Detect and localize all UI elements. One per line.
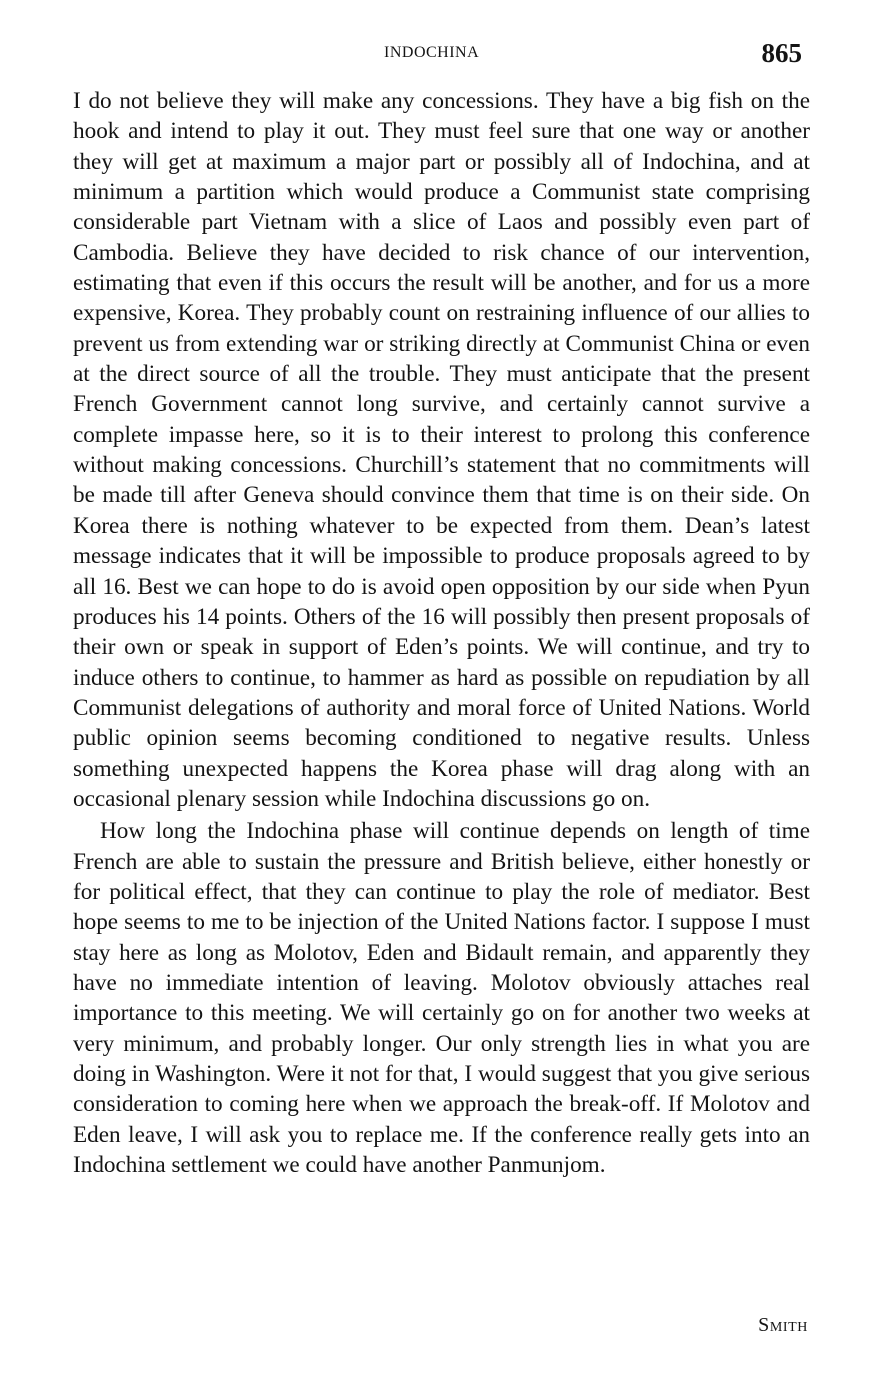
- page-number: 865: [761, 38, 802, 68]
- signature: Smith: [758, 1314, 808, 1336]
- body-paragraph-1: I do not believe they will make any concessions. They have a big fish on the hook and intend to play it out. They must feel sure that one way or another they will get at maximum a major part or possibly all of Indochina, and at minimum a partition which would produce a Communist state comprising considerable part Vietnam with a slice of Laos and possibly even part of Cambodia. Believe they have decided to risk chance of our intervention, estimating that even if this occurs the result will be another, and for us a more expensive, Korea. They probably count on restraining influence of our allies to prevent us from extending war or striking directly at Communist China or even at the direct source of all the trouble. They must anticipate that the present French Government cannot long survive, and certainly cannot survive a complete impasse here, so it is to their interest to prolong this conference without making concessions. Churchill’s statement that no commitments will be made till after Geneva should convince them that time is on their side. On Korea there is nothing whatever to be expected from them. Dean’s latest message indicates that it will be impossible to produce proposals agreed to by all 16. Best we can hope to do is avoid open opposition by our side when Pyun produces his 14 points. Others of the 16 will possibly then present proposals of their own or speak in support of Eden’s points. We will continue, and try to induce others to continue, to hammer as hard as possible on repudiation by all Communist delegations of authority and moral force of United Nations. World public opinion seems becoming conditioned to negative results. Unless something unexpected happens the Korea phase will drag along with an occasional plenary session while Indochina discussions go on.: [73, 88, 810, 812]
- document-body: [73, 86, 810, 1180]
- body-paragraph-2: How long the Indochina phase will continue depends on length of time French are able to sustain the pressure and British believe, either honestly or for political effect, that they can continue to play the role of mediator. Best hope seems to me to be injection of the United Nations factor. I suppose I must stay here as long as Molotov, Eden and Bidault remain, and apparently they have no immediate intention of leaving. Molotov obviously attaches real importance to this meeting. We will certainly go on for another two weeks at very minimum, and probably longer. Our only strength lies in what you are doing in Washington. Were it not for that, I would suggest that you give serious consideration to coming here when we approach the break-off. If Molotov and Eden leave, I will ask you to replace me. If the conference really gets into an Indochina settlement we could have another Panmunjom.: [73, 818, 810, 1179]
- running-head-title: INDOCHINA: [384, 44, 480, 61]
